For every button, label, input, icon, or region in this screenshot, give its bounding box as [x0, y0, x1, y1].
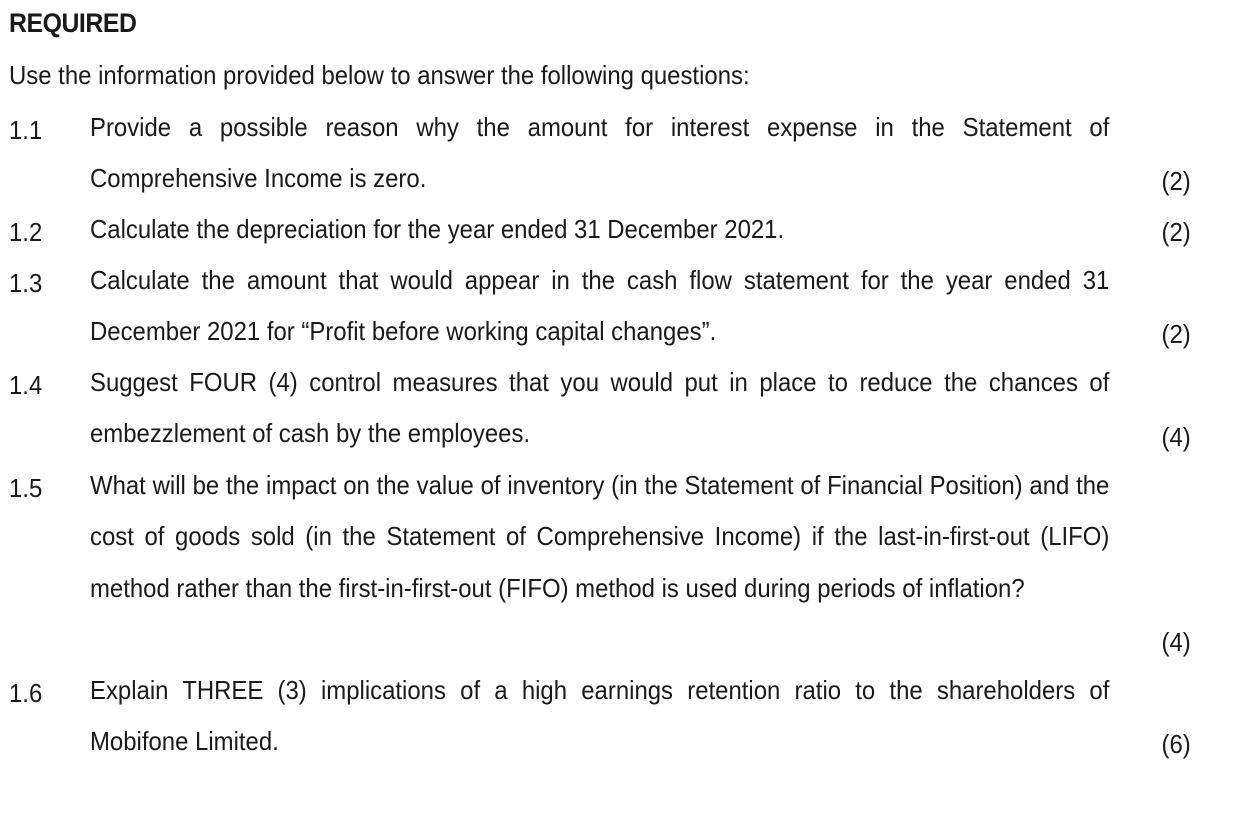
- question-text: Suggest FOUR (4) control measures that you would put in place to reduce the chances of embezzlement of cash by the employees.: [90, 367, 1110, 449]
- instructions-text: Use the information provided below to answer the following questions:: [9, 60, 750, 90]
- question-marks: (2): [1161, 217, 1191, 247]
- question-number: 1.4: [9, 370, 43, 400]
- question-text: Calculate the amount that would appear in the cash flow statement for the year ended 31 December 2021 for “Profit before working capital changes”.: [90, 265, 1110, 347]
- question-marks: (2): [1161, 166, 1191, 196]
- question-marks: (6): [1161, 729, 1191, 759]
- question-text: Provide a possible reason why the amount for interest expense in the Statement of Comprehensive Income is zero.: [90, 112, 1110, 194]
- question-number: 1.2: [9, 217, 43, 247]
- question-marks: (4): [1161, 422, 1191, 452]
- section-heading: REQUIRED: [9, 8, 137, 38]
- question-marks: (4): [1161, 627, 1191, 657]
- question-number: 1.5: [9, 473, 43, 503]
- question-number: 1.6: [9, 678, 43, 708]
- question-number: 1.1: [9, 115, 43, 145]
- question-number: 1.3: [9, 268, 43, 298]
- question-marks: (2): [1161, 319, 1191, 349]
- question-text: What will be the impact on the value of inventory (in the Statement of Financial Position) and the cost of goods sold (in the Statement of Comprehensive Income) if the last-in-first-out (LIFO) method rather than the first-in-first-out (FIFO) method is used during periods of inflation?: [90, 470, 1110, 603]
- question-text: Explain THREE (3) implications of a high earnings retention ratio to the shareholders of Mobifone Limited.: [90, 675, 1110, 757]
- question-text: Calculate the depreciation for the year ended 31 December 2021.: [90, 214, 785, 244]
